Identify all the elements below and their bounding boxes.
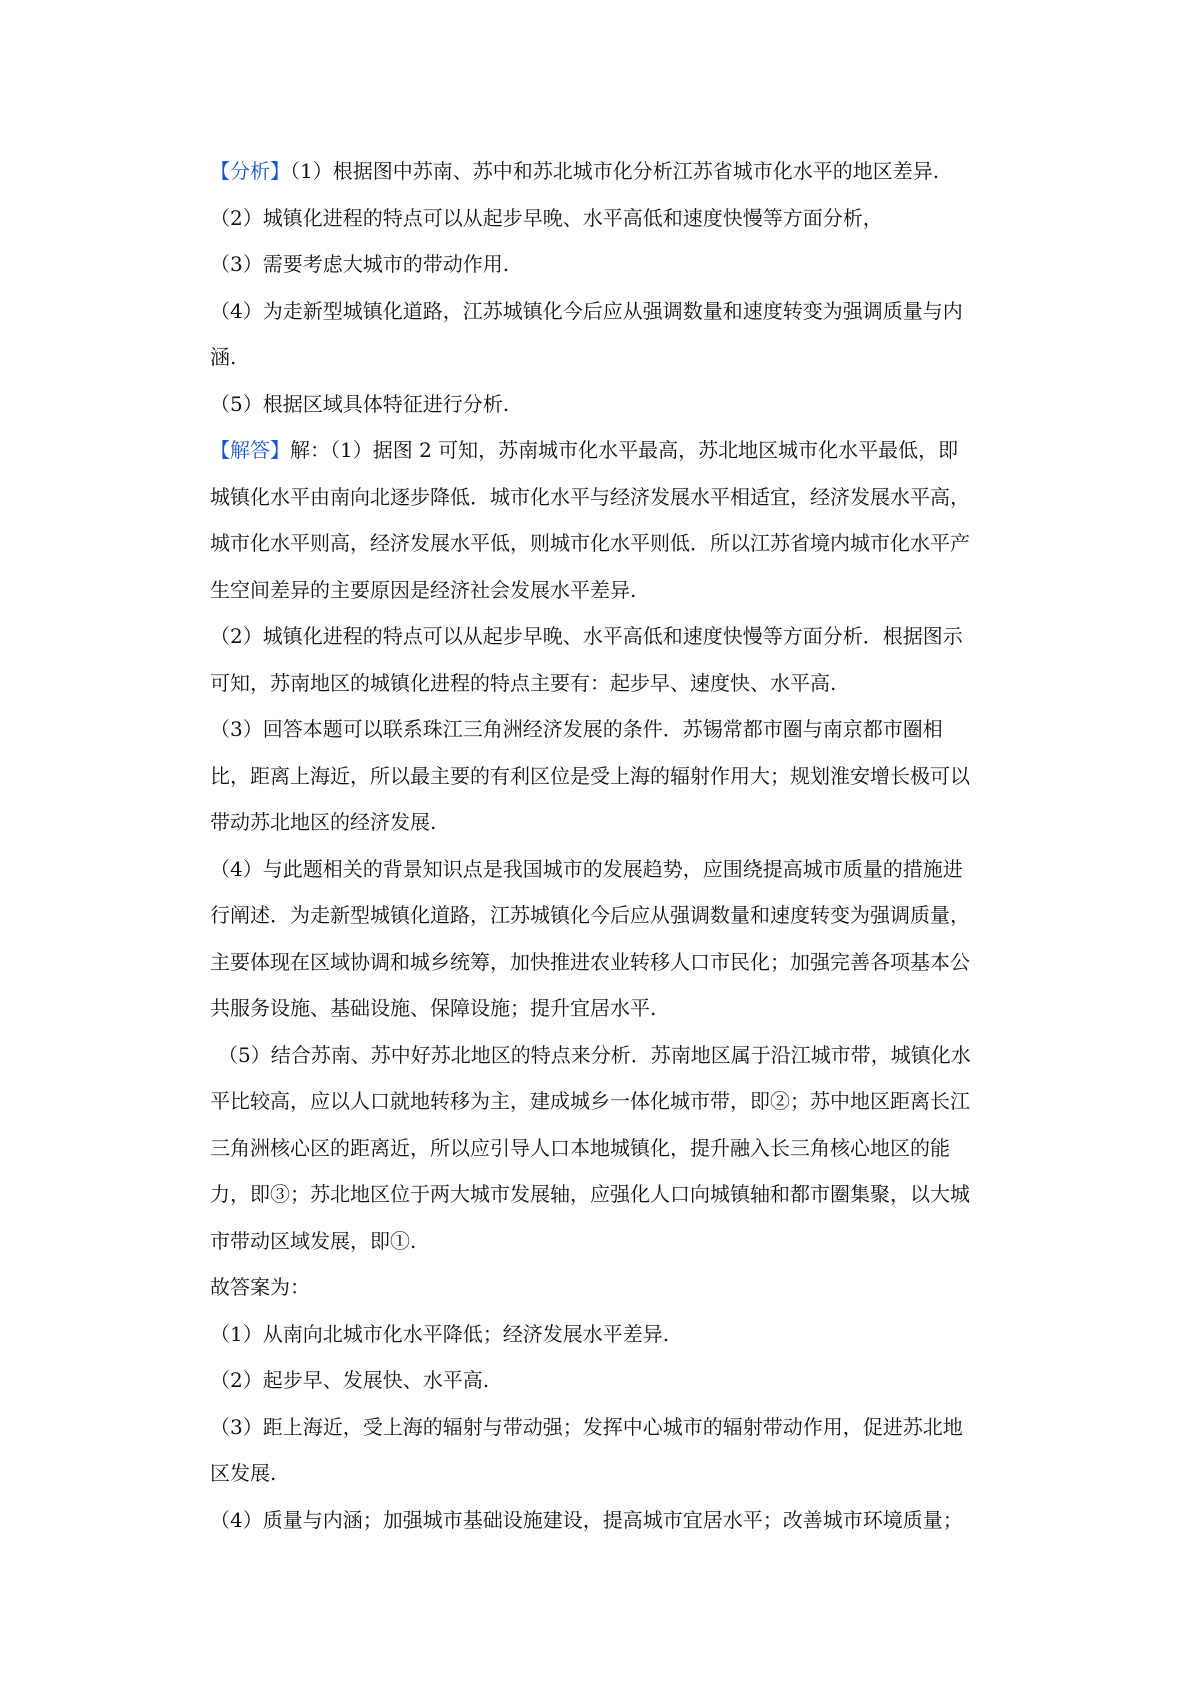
answer-intro: 故答案为： — [210, 1275, 310, 1299]
analysis-line-4: （4）为走新型城镇化道路，江苏城镇化今后应从强调数量和速度转变为强调质量与内 — [210, 298, 963, 323]
answer-line-3: （3）距上海近，受上海的辐射与带动强；发挥中心城市的辐射带动作用，促进苏北地 — [210, 1414, 963, 1439]
answer-line-5: （4）质量与内涵；加强城市基础设施建设，提高城市宜居水平；改善城市环境质量； — [210, 1507, 963, 1532]
solution-line-5: （2）城镇化进程的特点可以从起步早晚、水平高低和速度快慢等方面分析．根据图示 — [210, 624, 963, 648]
analysis-line-3: （3）需要考虑大城市的带动作用. — [210, 252, 510, 276]
analysis-tag: 【分析】 — [210, 159, 290, 183]
solution-line-7: （3）回答本题可以联系珠江三角洲经济发展的条件．苏锡常都市圈与南京都市圈相 — [210, 717, 943, 741]
solution-tag: 【解答】 — [210, 438, 290, 462]
solution-line-9: 带动苏北地区的经济发展. — [210, 810, 437, 834]
solution-line-13: 共服务设施、基础设施、保障设施；提升宜居水平. — [210, 996, 657, 1020]
solution-line-17: 力，即③；苏北地区位于两大城市发展轴，应强化人口向城镇轴和都市圈集聚，以大城 — [210, 1182, 970, 1206]
solution-line-3: 城市化水平则高，经济发展水平低，则城市化水平则低．所以江苏省境内城市化水平产 — [210, 531, 970, 555]
solution-line-14: （5）结合苏南、苏中好苏北地区的特点来分析．苏南地区属于沿江城市带，城镇化水 — [218, 1042, 971, 1067]
solution-line-15: 平比较高，应以人口就地转移为主，建成城乡一体化城市带，即②；苏中地区距离长江 — [210, 1089, 970, 1113]
solution-line-2: 城镇化水平由南向北逐步降低．城市化水平与经济发展水平相适宜，经济发展水平高， — [210, 484, 970, 509]
analysis-line-2: （2）城镇化进程的特点可以从起步早晚、水平高低和速度快慢等方面分析， — [210, 205, 883, 230]
solution-line-8: 比，距离上海近，所以最主要的有利区位是受上海的辐射作用大；规划淮安增长极可以 — [210, 763, 970, 788]
answer-line-2: （2）起步早、发展快、水平高. — [210, 1368, 490, 1392]
analysis-line-6: （5）根据区域具体特征进行分析. — [210, 391, 510, 416]
analysis-line-1 — [210, 148, 1020, 195]
solution-text: 解：（1）据图 2 可知，苏南城市化水平最高，苏北地区城市化水平最低，即 — [290, 438, 959, 462]
analysis-text: （1）根据图中苏南、苏中和苏北城市化分析江苏省城市化水平的地区差异. — [290, 159, 940, 183]
solution-line-6: 可知，苏南地区的城镇化进程的特点主要有：起步早、速度快、水平高. — [210, 670, 837, 695]
answer-line-4: 区发展. — [210, 1461, 277, 1485]
solution-line-11: 行阐述．为走新型城镇化道路，江苏城镇化今后应从强调数量和速度转变为强调质量， — [210, 903, 970, 927]
solution-line-4: 生空间差异的主要原因是经济社会发展水平差异. — [210, 577, 637, 602]
analysis-line-5: 涵. — [210, 345, 237, 369]
document-content — [210, 148, 1020, 1543]
solution-line-12: 主要体现在区域协调和城乡统筹，加快推进农业转移人口市民化；加强完善各项基本公 — [210, 949, 970, 974]
solution-line-16: 三角洲核心区的距离近，所以应引导人口本地城镇化，提升融入长三角核心地区的能 — [210, 1135, 950, 1160]
solution-line-18: 市带动区域发展，即①. — [210, 1228, 417, 1253]
answer-line-1: （1）从南向北城市化水平降低；经济发展水平差异. — [210, 1321, 670, 1346]
solution-line-10: （4）与此题相关的背景知识点是我国城市的发展趋势，应围绕提高城市质量的措施进 — [210, 856, 963, 881]
solution-line-1 — [210, 427, 1020, 474]
